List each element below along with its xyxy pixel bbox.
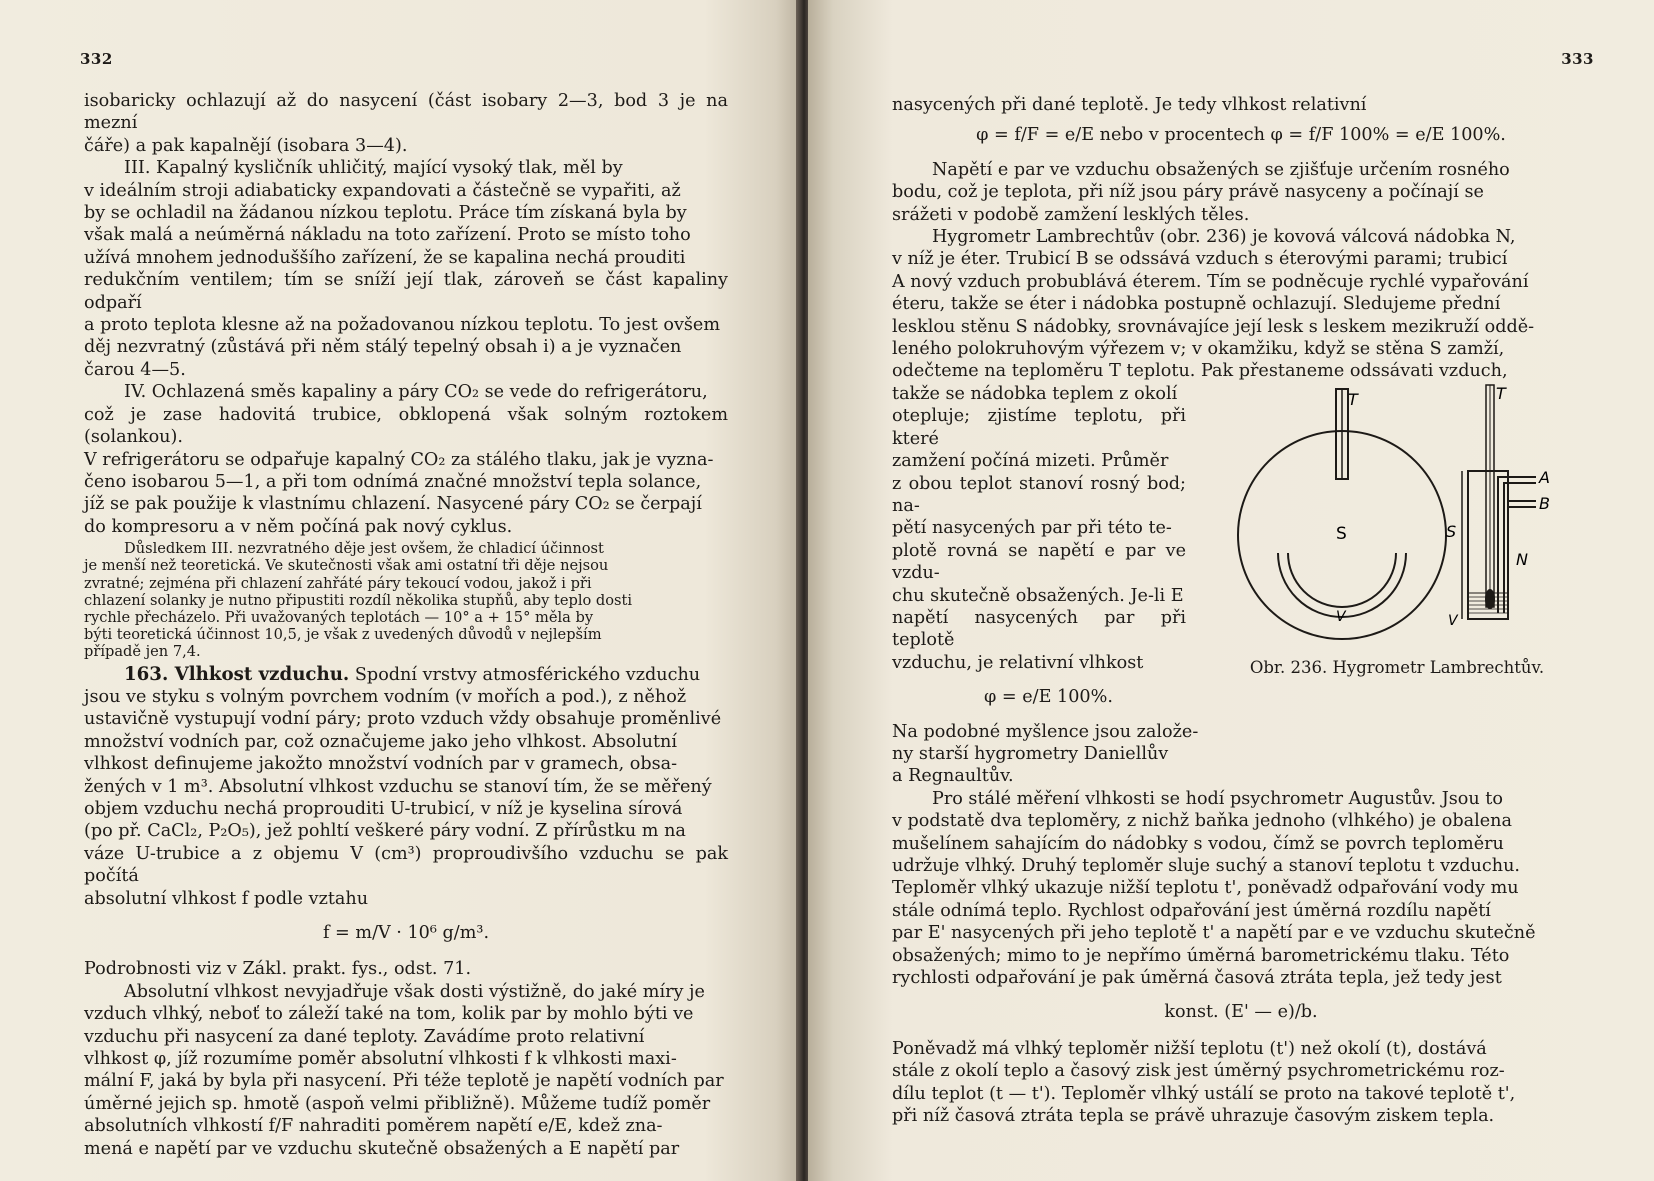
text-line: by se ochladil na žádanou nízkou teplotu. Práce tím získaná byla by — [84, 203, 687, 224]
text-line: zamžení počíná mizeti. Průměr — [892, 451, 1169, 472]
text-line: případě jen 7,4. — [84, 643, 201, 661]
text-line: III. Kapalný kysličník uhličitý, mající vysoký tlak, měl by — [124, 158, 623, 179]
text-line: mušelínem sahajícím do nádobky s vodou, čímž se povrch teploměru — [892, 833, 1504, 854]
label-N: N — [1516, 549, 1528, 569]
thermometer-side-bulb — [1485, 589, 1495, 609]
text-line: mená e napětí par ve vzduchu skutečně obsažených a E napětí par — [84, 1138, 680, 1159]
text-line: býti teoretická účinnost 10,5, je však z uvedených důvodů v nejlepším — [84, 626, 602, 644]
text-line: A nový vzduch probublává éterem. Tím se podněcuje rychlé vypařování — [892, 271, 1529, 292]
text-line: odečteme na teploměru T teplotu. Pak přestaneme odssávati vzduch, — [892, 361, 1508, 382]
text-line: čarou 4—5. — [84, 359, 186, 380]
label-A: A — [1539, 467, 1550, 487]
text-line: redukčním ventilem; tím se sníží její tlak, zároveň se část kapaliny odpaří — [84, 270, 728, 313]
text-line: množství vodních par, což označujeme jako jeho vlhkost. Absolutní — [84, 731, 677, 752]
text-line: váze U-trubice a z objemu V (cm³) proproudivšího vzduchu se pak počítá — [84, 843, 728, 887]
text-line: děj nezvratný (zůstává při něm stálý tepelný obsah i) a je vyznačen — [84, 337, 682, 358]
text-line: do kompresoru a v něm počíná pak nový cyklus. — [84, 516, 513, 537]
text-line: vlhkost φ, jíž rozumíme poměr absolutní vlhkosti f k vlhkosti maxi- — [84, 1049, 677, 1070]
text-line: chu skutečně obsažených. Je-li E — [892, 585, 1184, 606]
text-line: zvratné; zejména při chlazení zahřáté páry tekoucí vodou, jakož i při — [84, 574, 592, 592]
text-line: v ideálním stroji adiabaticky expandovati a částečně se vypařiti, až — [84, 180, 681, 201]
text-line: čeno isobarou 5—1, a při tom odnímá značné množství tepla solance, — [84, 471, 702, 492]
label-S-front: S — [1336, 523, 1347, 544]
page-number: 333 — [1561, 50, 1594, 68]
text-line: srážeti v podobě zamžení lesklých těles. — [892, 204, 1250, 225]
section-heading: 163. Vlhkost vzduchu. — [124, 663, 350, 685]
text-line: Hygrometr Lambrechtův (obr. 236) je kovová válcová nádobka N, — [932, 227, 1516, 248]
text-line: což je zase hadovitá trubice, obklopená však solným roztokem (solankou). — [84, 404, 728, 448]
text-line: lesklou stěnu S nádobky, srovnávajíce její lesk s leskem mezikruží oddě- — [892, 316, 1535, 337]
text-line: V refrigerátoru se odpařuje kapalný CO₂ za stálého tlaku, jak je vyzna- — [84, 449, 714, 470]
formula-relative-humidity: φ = f/F = e/E nebo v procentech φ = f/F 100% = e/E 100%. — [976, 125, 1506, 146]
text-line: IV. Ochlazená směs kapaliny a páry CO₂ se vede do refrigerátoru, — [124, 382, 708, 403]
text-line: však malá a neúměrná nákladu na toto zařízení. Proto se místo toho — [84, 225, 691, 246]
text-line: užívá mnohem jednoduššího zařízení, že se kapalina nechá prouditi — [84, 247, 686, 268]
text-line: a Regnaultův. — [892, 766, 1014, 787]
text-line: plotě rovná se napětí e par ve vzdu- — [892, 540, 1186, 584]
right-page-body — [892, 94, 1590, 1127]
text-line: mální F, jaká by byla při nasycení. Při téže teplotě je napětí vodních par — [84, 1071, 724, 1092]
label-T-side: T — [1496, 383, 1506, 403]
hygrometer-diagram — [1196, 383, 1598, 655]
small-print-note — [84, 540, 728, 660]
formula-relative-humidity-2: φ = e/E 100%. — [984, 687, 1113, 708]
text-line: a proto teplota klesne až na požadovanou nízkou teplotu. To jest ovšem — [84, 315, 721, 336]
text-line: vzduchu při nasycení za dané teploty. Zavádíme proto relativní — [84, 1026, 645, 1047]
text-line: ny starší hygrometry Daniellův — [892, 743, 1169, 764]
text-line: čáře) a pak kapalnějí (isobara 3—4). — [84, 135, 408, 156]
figure-wrap-zone — [892, 383, 1590, 788]
text-line: jíž se pak použije k vlastnímu chlazení. Nasycené páry CO₂ se čerpají — [84, 494, 702, 515]
label-T-front: T — [1348, 389, 1358, 409]
label-B: B — [1539, 493, 1550, 513]
right-page — [808, 0, 1654, 1181]
figure-236 — [1196, 383, 1598, 679]
text-line: rychlosti odpařování je pak úměrná časová ztráta tepla, jež tedy jest — [892, 968, 1502, 989]
text-line: éteru, takže se éter i nádobka postupně ochlazují. Sledujeme přední — [892, 294, 1501, 315]
text-line: otepluje; zjistíme teplotu, při které — [892, 406, 1186, 449]
semicircular-cutout-inner — [1288, 553, 1396, 607]
text-line: úměrné jejich sp. hmotě (aspoň velmi přibližně). Můžeme tudíž poměr — [84, 1093, 711, 1114]
label-S-side: S — [1446, 521, 1457, 541]
text-line: Poněvadž má vlhký teploměr nižší teplotu (t') než okolí (t), dostává — [892, 1038, 1487, 1059]
text-line: Teploměr vlhký ukazuje nižší teplotu t', poněvadž odpařování vody mu — [892, 878, 1519, 899]
text-line: Pro stálé měření vlhkosti se hodí psychrometr Augustův. Jsou to — [932, 788, 1503, 809]
text-line: stále z okolí teplo a časový zisk jest úměrný psychrometrickému roz- — [892, 1061, 1505, 1082]
text-line: stále odnímá teplo. Rychlost odpařování jest úměrná rozdílu napětí — [892, 900, 1491, 921]
text-line: v podstatě dva teploměry, z nichž baňka jednoho (vlhkého) je obalena — [892, 811, 1512, 832]
text-line: absolutních vlhkostí f/F nahraditi poměrem napětí e/E, kdež zna- — [84, 1116, 663, 1137]
text-line: (po př. CaCl₂, P₂O₅), jež pohltí veškeré páry vodní. Z přírůstku m na — [84, 821, 686, 842]
text-line: objem vzduchu nechá proprouditi U-trubicí, v níž je kyselina sírová — [84, 798, 683, 819]
formula-konst: konst. (E' — e)/b. — [1164, 1002, 1318, 1023]
text-line: Podrobnosti viz v Zákl. prakt. fys., odst. 71. — [84, 959, 472, 980]
text-line: z obou teplot stanoví rosný bod; na- — [892, 473, 1186, 516]
text-line: napětí nasycených par při teplotě — [892, 607, 1186, 651]
text-line: v níž je éter. Trubicí B se odssává vzduch s éterovými parami; trubicí — [892, 249, 1508, 270]
label-V-front: V — [1336, 608, 1346, 625]
formula-absolute-humidity: f = m/V · 10⁶ g/m³. — [322, 923, 490, 944]
text-line: vzduch vlhký, neboť to záleží také na tom, kolik par by mohlo býti ve — [84, 1004, 694, 1025]
text-line: dílu teplot (t — t'). Teploměr vlhký ustálí se proto na takové teplotě t', — [892, 1083, 1516, 1104]
text-line: jsou ve styku s volným povrchem vodním (v mořích a pod.), z něhož — [84, 686, 687, 707]
text-line: obsažených; mimo to je nepřímo úměrná barometrickému tlaku. Této — [892, 945, 1510, 966]
text-line: par E' nasycených při jeho teplotě t' a napětí par e ve vzduchu skutečně — [892, 923, 1536, 944]
text-line: vzduchu, je relativní vlhkost — [892, 652, 1144, 673]
label-V-side: V — [1448, 612, 1458, 629]
text-line: při níž časová ztráta tepla se právě uhrazuje časovým ziskem tepla. — [892, 1106, 1495, 1127]
text-line: isobaricky ochlazují až do nasycení (část isobary 2—3, bod 3 je na mezní — [84, 91, 728, 134]
figure-caption: Obr. 236. Hygrometr Lambrechtův. — [1249, 657, 1545, 677]
text-line: nasycených při dané teplotě. Je tedy vlhkost relativní — [892, 95, 1367, 115]
text-line: chlazení solanky je nutno připustiti rozdíl několika stupňů, aby teplo dosti — [84, 591, 633, 609]
text-line: Spodní vrstvy atmosférického vzduchu — [354, 664, 701, 685]
left-page-body — [84, 90, 728, 1160]
text-line: žených v 1 m³. Absolutní vlhkost vzduchu se stanoví tím, že se měřený — [84, 776, 712, 797]
text-line: absolutní vlhkost f podle vztahu — [84, 888, 369, 909]
text-line: pětí nasycených par při této te- — [892, 518, 1172, 539]
text-line: Na podobné myšlence jsou založe- — [892, 721, 1199, 742]
text-line: Napětí e par ve vzduchu obsažených se zjišťuje určením rosného — [932, 159, 1510, 180]
page-number: 332 — [80, 50, 113, 68]
text-line: Absolutní vlhkost nevyjadřuje však dosti výstižně, do jaké míry je — [124, 981, 705, 1002]
text-line: vlhkost definujeme jakožto množství vodních par v gramech, obsa- — [84, 754, 678, 775]
text-line: udržuje vlhký. Druhý teploměr sluje suchý a stanoví teplotu t vzduchu. — [892, 856, 1520, 876]
text-line: je menší než teoretická. Ve skutečnosti však ami ostatní tři děje nejsou — [84, 557, 609, 575]
text-line: Důsledkem III. nezvratného děje jest ovšem, že chladicí účinnost — [124, 540, 604, 558]
left-page — [0, 0, 800, 1181]
text-line: ustavičně vystupují vodní páry; proto vzduch vždy obsahuje proměnlivé — [84, 709, 722, 730]
section-first-line — [84, 664, 728, 686]
text-line: rychle přecházelo. Při uvažovaných teplotách — 10° a + 15° měla by — [84, 608, 594, 626]
text-line: bodu, což je teplota, při níž jsou páry právě nasyceny a počínají se — [892, 182, 1484, 203]
text-line: takže se nádobka teplem z okolí — [892, 383, 1178, 404]
text-line: leného polokruhovým výřezem v; v okamžiku, když se stěna S zamží, — [892, 339, 1505, 360]
